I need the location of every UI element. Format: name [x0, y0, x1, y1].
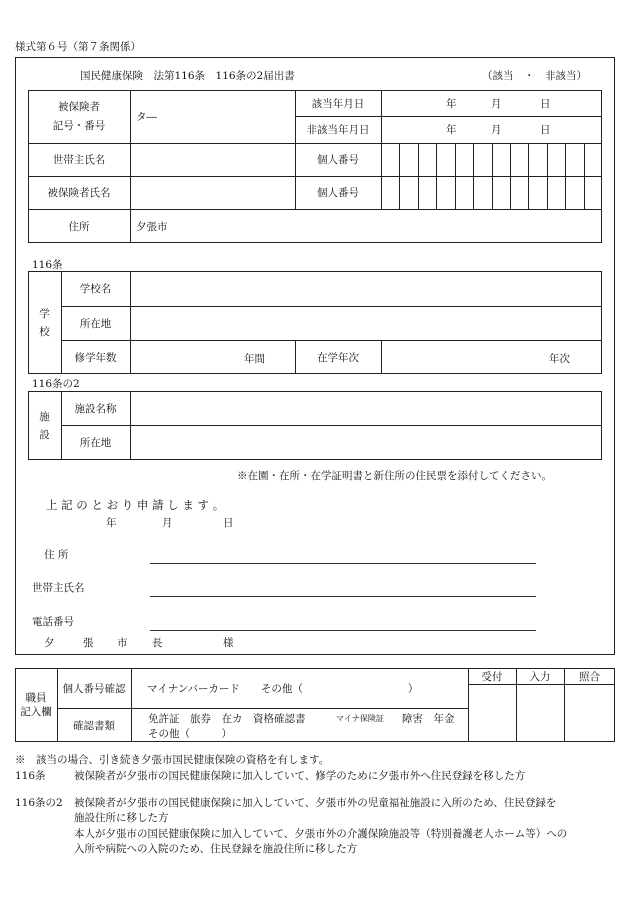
school-location-field[interactable] [130, 306, 602, 340]
digit-divider [399, 143, 400, 176]
digit-divider [455, 176, 456, 209]
applicant-address-line[interactable] [150, 563, 536, 564]
digit-divider [455, 143, 456, 176]
application-statement: 上 記 の と お り 申 請 し ま す 。 [46, 498, 225, 512]
digit-divider [528, 176, 529, 209]
school-group-label: 学 校 [39, 307, 50, 338]
householder-name-field[interactable] [130, 143, 295, 176]
years-unit: 年間 [244, 353, 265, 365]
applicant-address-label: 住 所 [44, 549, 69, 561]
digit-divider [547, 143, 548, 176]
applicant-householder-line[interactable] [150, 596, 536, 597]
note-116-2-text-1: 被保険者が夕張市の国民健康保険に加入していて、夕張市外の児童福祉施設に入所のため、住民登録を [74, 797, 557, 809]
insured-name-field[interactable] [130, 176, 295, 209]
digit-divider [528, 143, 529, 176]
digit-divider [418, 176, 419, 209]
verify-label: 照合 [579, 670, 600, 683]
householder-personal-number-label: 個人番号 [317, 154, 359, 166]
digit-divider [584, 176, 585, 209]
digit-divider [473, 176, 474, 209]
digit-divider [436, 176, 437, 209]
note-116-label: 116条 [15, 770, 46, 782]
householder-name-label: 世帯主氏名 [52, 154, 106, 166]
digit-divider [436, 143, 437, 176]
staff-entry-label: 職員 記入欄 [20, 692, 52, 718]
insured-number-label: 被保険者 記号・番号 [52, 100, 106, 132]
note-asterisk: ※ 該当の場合、引き続き夕張市国民健康保険の資格を有します。 [15, 754, 330, 766]
form-title: 国民健康保険 法第116条 116条の2届出書 [80, 70, 295, 82]
digit-divider [492, 143, 493, 176]
applicability-status: （該当 ・ 非該当） [482, 70, 587, 82]
insured-number-field[interactable]: タ― [136, 111, 157, 123]
non-applicable-date-label: 非該当年月日 [306, 124, 370, 136]
study-years-field[interactable] [130, 340, 295, 374]
personal-number-check-label: 個人番号確認 [62, 682, 126, 695]
form-number-label: 様式第６号（第７条関係） [15, 41, 141, 53]
input-stamp-box[interactable] [516, 684, 564, 742]
digit-divider [473, 143, 474, 176]
note-116-2-text-2: 施設住所に移した方 [74, 812, 169, 824]
form-page: 様式第６号（第７条関係） 国民健康保険 法第116条 116条の2届出書 （該当 ・ 非該当） 被保険者 記号・番号 タ― 該当年月日 非該当年月日 年 月 日 年 月 日 世帯主氏名 個人番号 被保険者氏名 個人番号 住所 夕張市 116条 学 校 学校名 所在地 修学年数 年間 在学年次 年次 116条の2 施 設 施設名称 所在地 ※在園・在所・在学証明書と新住所の住民票を添付してください。 上 記 の と お り 申 請 し ま す 。 年 月 日 住 所 世帯主氏名 電話番号 夕 張 市 長 様 職員 記入欄 個人番号確認 マイナンバーカード その他（ ） 確認書類 免許証 旅券 在カ 資格確認書 マイナ保険証 障害 年金 その他（ ） 受付 入力 照合 ※ 該当の場合、引き続き夕張市国民健康保険の資格を有します。 116条 被保険者が夕張市の国民健康保険に加入していて、修学のために夕張市外へ住民登録を移した方 116条の2 被保険者が夕張市の国民健康保険に加入していて、夕張市外の児童福祉施設に入所のため、住民登録を 施設住所に移した方 本人が夕張市の国民健康保険に加入していて、夕張市外の介護保険施設等（特別養護老人ホーム等）への 入所や病院への入院のため、住民登録を施設住所に移した方 [0, 0, 630, 903]
facility-location-label: 所在地 [79, 437, 112, 449]
personal-number-check-options[interactable]: マイナンバーカード その他（ ） [147, 682, 419, 695]
note-116-2-text-4: 入所や病院への入院のため、住民登録を施設住所に移した方 [74, 843, 358, 855]
note-116-2-text-3: 本人が夕張市の国民健康保険に加入していて、夕張市外の介護保険施設等（特別養護老人ホーム等）への [74, 828, 568, 840]
facility-name-label: 施設名称 [74, 402, 117, 415]
note-116-text: 被保険者が夕張市の国民健康保険に加入していて、修学のために夕張市外へ住民登録を移した方 [74, 770, 526, 782]
section-116-2-heading: 116条の2 [32, 378, 80, 390]
note-116-2-label: 116条の2 [15, 797, 63, 809]
applicant-householder-label: 世帯主氏名 [32, 582, 85, 594]
applicant-phone-line[interactable] [150, 630, 536, 631]
address-label: 住所 [68, 220, 90, 233]
digit-divider [584, 143, 585, 176]
digit-divider [492, 176, 493, 209]
applicable-date-label: 該当年月日 [311, 97, 365, 110]
address-field[interactable]: 夕張市 [136, 220, 168, 233]
school-location-label: 所在地 [79, 317, 112, 330]
digit-divider [547, 176, 548, 209]
digit-divider [418, 143, 419, 176]
digit-divider [565, 176, 566, 209]
study-years-label: 修学年数 [74, 351, 117, 364]
grade-unit: 年次 [549, 353, 570, 365]
applicant-phone-label: 電話番号 [32, 616, 74, 628]
received-label: 受付 [481, 670, 503, 683]
school-name-field[interactable] [130, 271, 602, 306]
digit-divider [510, 176, 511, 209]
verify-stamp-box[interactable] [564, 684, 615, 742]
section-116-heading: 116条 [32, 259, 63, 271]
insured-name-label: 被保険者氏名 [47, 187, 111, 199]
facility-name-field[interactable] [130, 391, 602, 425]
school-name-label: 学校名 [79, 283, 112, 295]
insured-personal-number-label: 個人番号 [317, 187, 359, 199]
grade-label: 在学年次 [317, 351, 359, 364]
received-stamp-box[interactable] [468, 684, 516, 742]
digit-divider [565, 143, 566, 176]
document-type-label: 確認書類 [73, 719, 115, 732]
facility-group-label: 施 設 [39, 410, 50, 441]
attachment-note: ※在園・在所・在学証明書と新住所の住民票を添付してください。 [237, 470, 552, 482]
digit-divider [399, 176, 400, 209]
input-label: 入力 [529, 670, 551, 683]
digit-divider [510, 143, 511, 176]
facility-location-field[interactable] [130, 425, 602, 460]
